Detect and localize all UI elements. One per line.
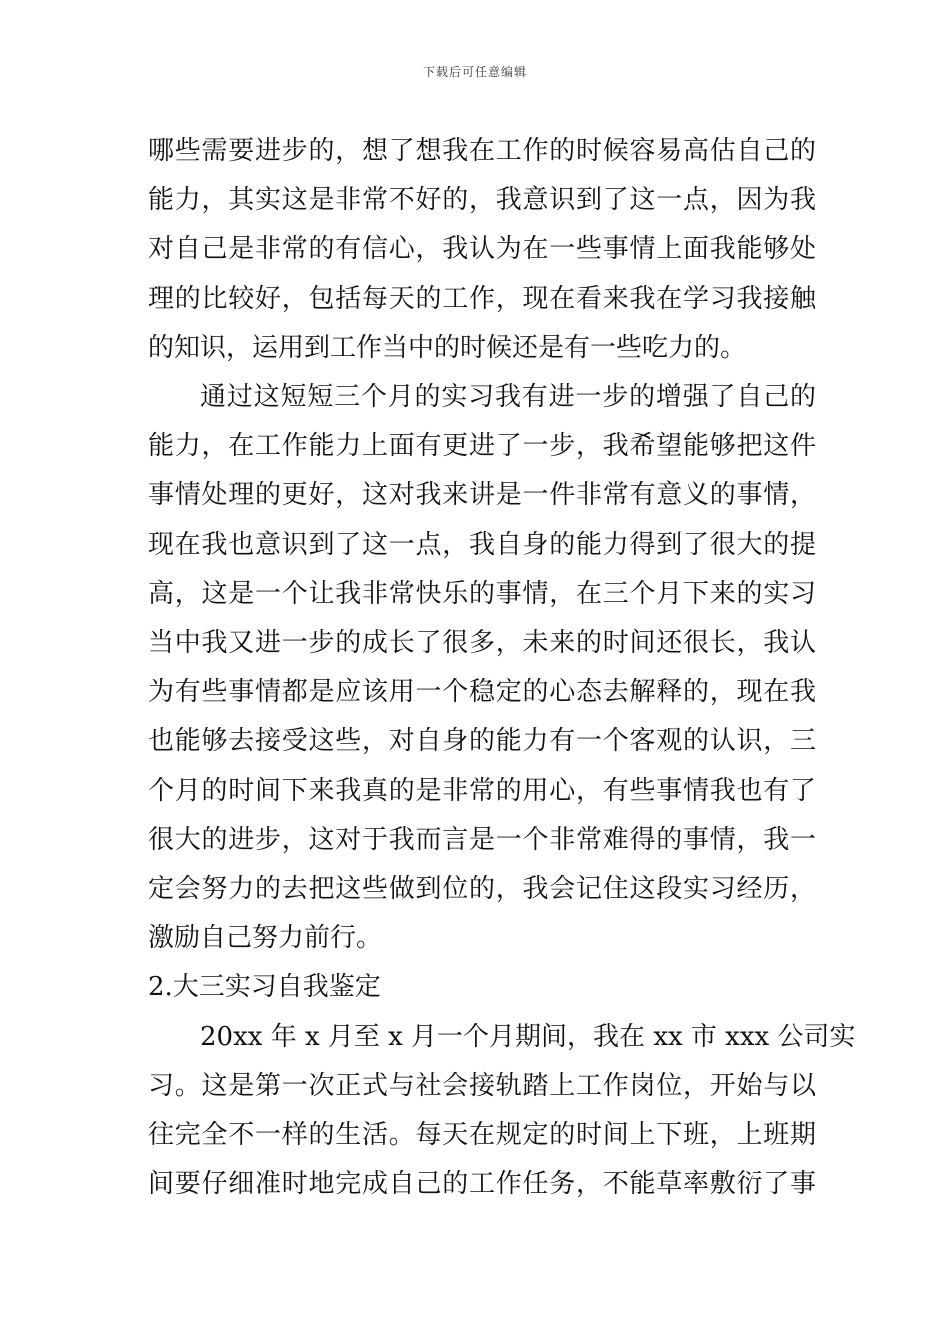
text-line: 20xx 年 x 月至 x 月一个月期间，我在 xx 市 xxx 公司实 (200, 1021, 856, 1052)
text-line: 定会努力的去把这些做到位的，我会记住这段实习经历， (148, 874, 816, 905)
text-line: 个月的时间下来我真的是非常的用心，有些事情我也有了 (148, 775, 816, 806)
text-line: 对自己是非常的有信心，我认为在一些事情上面我能够处 (148, 234, 816, 265)
text-line: 当中我又进一步的成长了很多，未来的时间还很长，我认 (148, 628, 816, 659)
text-line: 哪些需要进步的，想了想我在工作的时候容易高估自己的 (148, 136, 816, 166)
text-line: 也能够去接受这些，对自身的能力有一个客观的认识，三 (148, 726, 816, 757)
text-line: 能力，在工作能力上面有更进了一步，我希望能够把这件 (148, 431, 816, 462)
section-heading (148, 963, 816, 1012)
page-header: 下载后可任意编辑 (422, 65, 527, 79)
paragraph (148, 373, 816, 963)
heading-line: 2.大三实习自我鉴定 (148, 972, 381, 1003)
text-line: 能力，其实这是非常不好的，我意识到了这一点，因为我 (148, 185, 816, 216)
text-line: 高，这是一个让我非常快乐的事情，在三个月下来的实习 (148, 578, 816, 609)
text-line: 事情处理的更好，这对我来讲是一件非常有意义的事情， (148, 480, 816, 511)
text-line: 很大的进步，这对于我而言是一个非常难得的事情，我一 (148, 824, 816, 855)
paragraph (148, 1013, 856, 1210)
text-line: 的知识，运用到工作当中的时候还是有一些吃力的。 (148, 332, 747, 363)
text-line: 为有些事情都是应该用一个稳定的心态去解释的，现在我 (148, 677, 816, 708)
text-line: 间要仔细准时地完成自己的工作任务，不能草率敷衍了事 (148, 1169, 816, 1200)
document-body (148, 127, 856, 1209)
paragraph (148, 127, 816, 373)
text-line: 激励自己努力前行。 (148, 923, 383, 954)
text-line: 通过这短短三个月的实习我有进一步的增强了自己的 (200, 382, 816, 413)
text-line: 习。这是第一次正式与社会接轨踏上工作岗位，开始与以 (148, 1070, 816, 1101)
text-line: 现在我也意识到了这一点，我自身的能力得到了很大的提 (148, 529, 816, 560)
text-line: 往完全不一样的生活。每天在规定的时间上下班，上班期 (148, 1120, 816, 1151)
text-line: 理的比较好，包括每天的工作，现在看来我在学习我接触 (148, 283, 816, 314)
